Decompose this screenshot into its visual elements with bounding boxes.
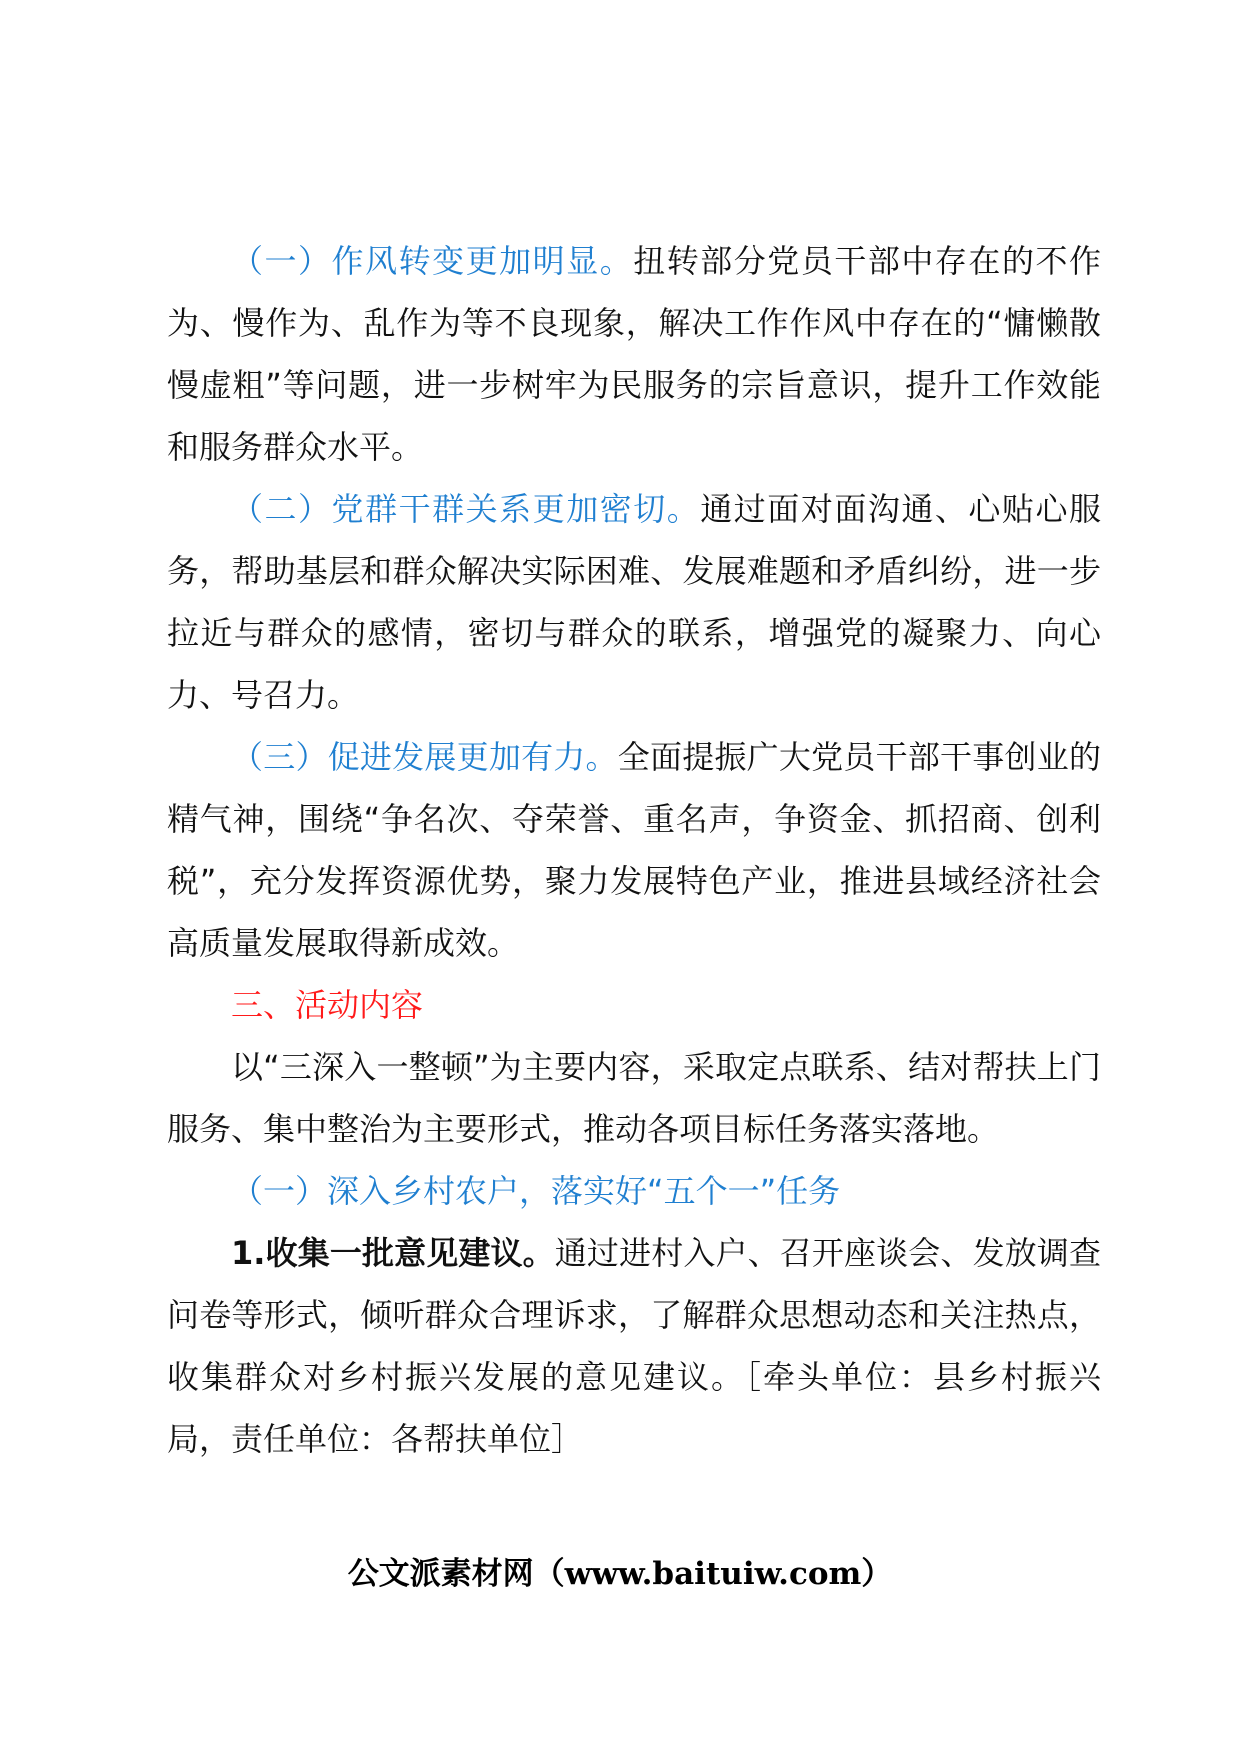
paragraph-1 — [167, 230, 1101, 478]
footer-watermark: 公文派素材网（www.baituiw.com） — [347, 1556, 893, 1592]
paragraph-2 — [167, 478, 1101, 726]
item-paragraph — [167, 1222, 1101, 1470]
subheading: （一）深入乡村农户，落实好“五个一”任务 — [231, 1172, 841, 1210]
paragraph-3-heading: （三）促进发展更加有力。 — [231, 738, 618, 776]
paragraph-1-text: 扭转部分党员干部中存在的不作为、慢作为、乱作为等不良现象，解决工作作风中存在的“慵懒散慢虚粗”等问题，进一步树牢为民服务的宗旨意识，提升工作效能和服务群众水平。 — [167, 242, 1101, 466]
item-heading: 1.收集一批意见建议。 — [231, 1234, 555, 1272]
section-intro: 以“三深入一整顿”为主要内容，采取定点联系、结对帮扶上门服务、集中整治为主要形式，推动各项目标任务落实落地。 — [167, 1048, 1101, 1148]
item-text: 通过进村入户、召开座谈会、发放调查问卷等形式，倾听群众合理诉求，了解群众思想动态和关注热点，收集群众对乡村振兴发展的意见建议。［牵头单位：县乡村振兴局，责任单位：各帮扶单位］ — [167, 1234, 1101, 1458]
document-body — [167, 230, 1101, 1470]
paragraph-3 — [167, 726, 1101, 974]
paragraph-3-text: 全面提振广大党员干部干事创业的精气神，围绕“争名次、夺荣誉、重名声，争资金、抓招商、创利税”，充分发挥资源优势，聚力发展特色产业，推进县域经济社会高质量发展取得新成效。 — [167, 738, 1101, 962]
paragraph-2-heading: （二）党群干群关系更加密切。 — [231, 490, 701, 528]
section-heading: 三、活动内容 — [231, 986, 424, 1024]
paragraph-2-text: 通过面对面沟通、心贴心服务，帮助基层和群众解决实际困难、发展难题和矛盾纠纷，进一步拉近与群众的感情，密切与群众的联系，增强党的凝聚力、向心力、号召力。 — [167, 490, 1101, 714]
paragraph-1-heading: （一）作风转变更加明显。 — [231, 242, 634, 280]
